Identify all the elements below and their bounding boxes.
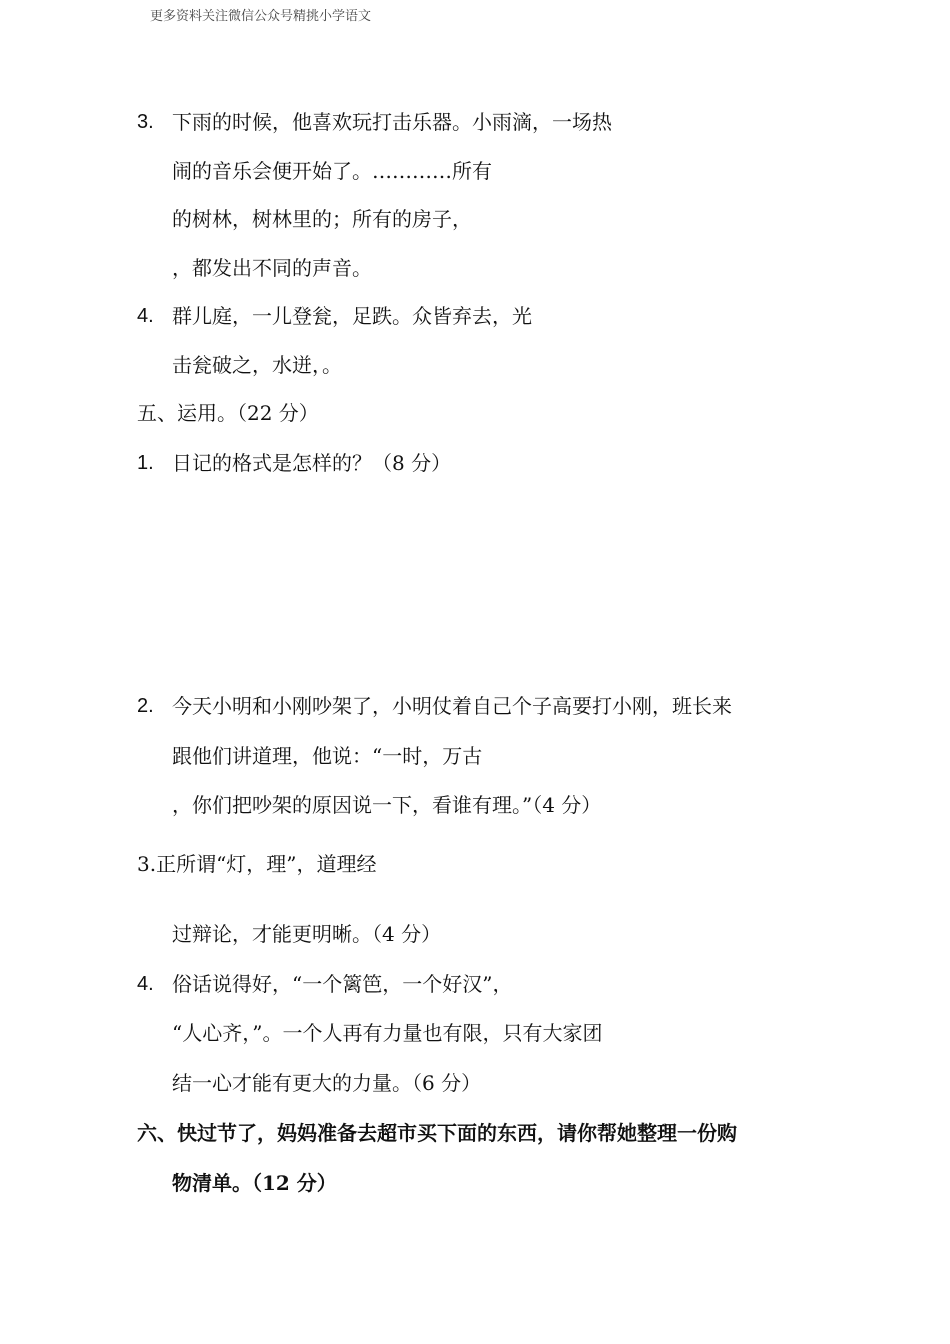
q4-3-line2: 闹的音乐会便开始了。…………所有 <box>172 159 492 183</box>
q4-4-number: 4. <box>137 305 154 327</box>
q5-3-line1: 3.正所谓“灯，理”，道理经 <box>137 852 377 876</box>
q5-4-line1: 俗话说得好，“一个篱笆，一个好汉”， <box>172 972 513 996</box>
q5-1-number: 1. <box>137 452 154 474</box>
q5-2-line3: ，你们把吵架的原因说一下，看谁有理。”（4 分） <box>172 793 602 817</box>
q5-2-line1: 今天小明和小刚吵架了，小明仗着自己个子高要打小刚，班长来 <box>172 694 732 718</box>
q4-3-number: 3. <box>137 111 154 133</box>
q4-4-line1: 群儿庭，一儿登瓮，足跌。众皆弃去，光 <box>172 304 532 328</box>
section6-line2: 物清单。（12 分） <box>172 1171 337 1195</box>
q5-1-text: 日记的格式是怎样的？（8 分） <box>172 451 452 475</box>
q4-3-line1: 下雨的时候，他喜欢玩打击乐器。小雨滴，一场热 <box>172 110 612 134</box>
q5-4-line2: “人心齐，”。一个人再有力量也有限，只有大家团 <box>172 1021 603 1045</box>
q4-3-line4: ，都发出不同的声音。 <box>172 256 372 280</box>
section6-line1: 六、快过节了，妈妈准备去超市买下面的东西，请你帮她整理一份购 <box>137 1121 737 1145</box>
q5-2-line2: 跟他们讲道理，他说：“一时，万古 <box>172 744 483 768</box>
q5-4-number: 4. <box>137 973 154 995</box>
q4-4-line2: 击瓮破之，水迸，。 <box>172 353 342 377</box>
q5-3-line2: 过辩论，才能更明晰。（4 分） <box>172 922 442 946</box>
q5-4-line3: 结一心才能有更大的力量。（6 分） <box>172 1071 482 1095</box>
q5-2-number: 2. <box>137 695 154 717</box>
q4-3-line3: 的树林，树林里的；所有的房子， <box>172 207 472 231</box>
page-header: 更多资料关注微信公众号精挑小学语文 <box>150 9 372 24</box>
section5-title: 五、运用。（22 分） <box>137 401 319 425</box>
